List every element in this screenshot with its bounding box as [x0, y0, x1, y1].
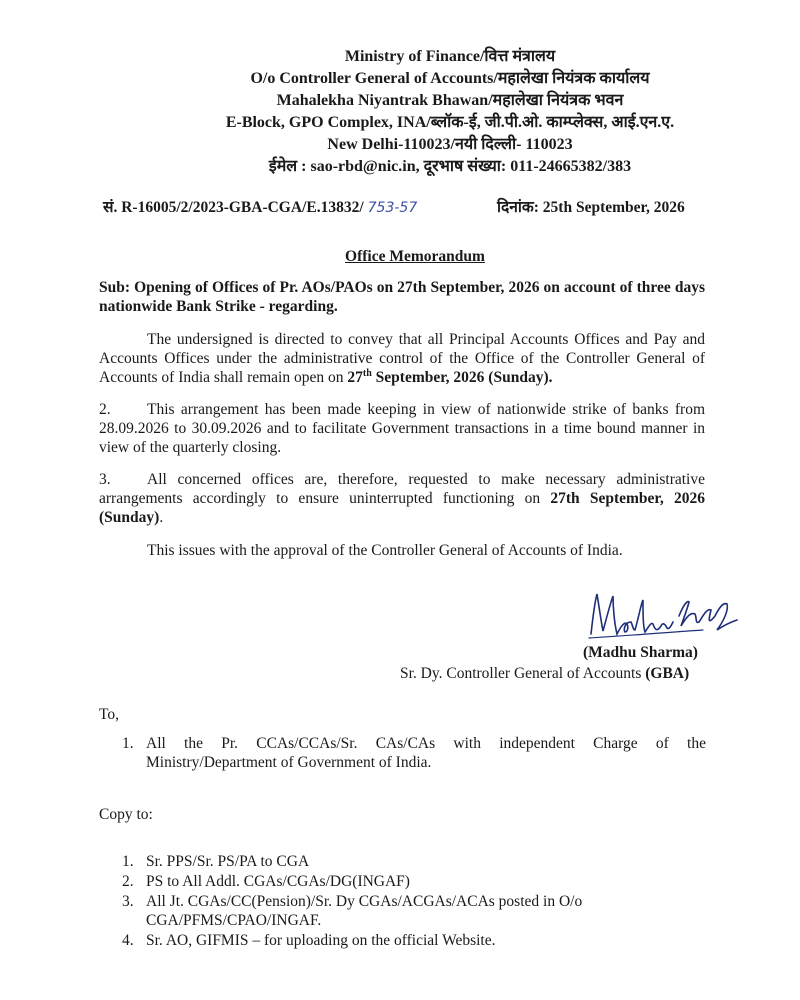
signatory-designation-text: Sr. Dy. Controller General of Accounts: [400, 665, 646, 682]
paragraph-2-number: 2.: [99, 401, 111, 418]
list-item-text: All the Pr. CCAs/CCAs/Sr. CAs/CAs with independent Charge of the Ministry/Department of Government of India.: [146, 735, 706, 771]
letterhead-contact: ईमेल : sao-rbd@nic.in, दूरभाष संख्या: 011-24665382/383: [268, 158, 632, 175]
list-item-text: PS to All Addl. CGAs/CGAs/DG(INGAF): [146, 873, 410, 890]
paragraph-3-date: 27th September, 2026 (Sunday): [99, 490, 706, 526]
signature-icon: [583, 586, 743, 646]
memo-date: दिनांक: 25th September, 2026: [497, 199, 685, 216]
list-item: [122, 872, 706, 891]
reference-number-text: सं. R-16005/2/2023-GBA-CGA/E.13832/: [103, 199, 364, 216]
signatory-name: (Madhu Sharma): [583, 644, 698, 661]
copy-to-list: [122, 852, 706, 951]
paragraph-3-number: 3.: [99, 471, 111, 488]
recipient-list: [122, 734, 706, 772]
paragraph-4: [99, 541, 705, 560]
to-label: To,: [99, 706, 120, 723]
list-item-number: 3.: [122, 893, 134, 910]
paragraph-1-day: 27: [347, 369, 363, 386]
list-item-text: Sr. PPS/Sr. PS/PA to CGA: [146, 853, 310, 870]
memo-title: Office Memorandum: [345, 248, 485, 265]
list-item: [122, 734, 706, 772]
signatory-designation: [400, 664, 689, 683]
copy-to-label: Copy to:: [99, 806, 153, 823]
paragraph-3: [99, 470, 705, 527]
list-item-number: 2.: [122, 873, 134, 890]
reference-number: [103, 198, 417, 218]
paragraph-1-text: The undersigned is directed to convey that all Principal Accounts Offices and Pay and Accounts Offices under the administrative control of the Office of the Controller General of Accounts of India shall remain open on: [99, 331, 705, 386]
list-item: [122, 852, 706, 871]
paragraph-1: [99, 330, 705, 387]
paragraph-2-text: This arrangement has been made keeping in view of nationwide strike of banks from 28.09.2026 to 30.09.2026 and to facilitate Government transactions in a time bound manner in view of the quarterly closing.: [99, 401, 705, 456]
paragraph-4-text: This issues with the approval of the Controller General of Accounts of India.: [147, 542, 623, 559]
list-item: [122, 931, 706, 950]
letterhead-city: New Delhi-110023/नयी दिल्ली- 110023: [327, 136, 573, 153]
list-item-number: 1.: [122, 853, 134, 870]
reference-handwritten-number: 753-57: [367, 200, 418, 216]
signatory-designation-unit: (GBA): [645, 665, 690, 682]
letterhead-ministry: Ministry of Finance/वित्त मंत्रालय: [344, 48, 556, 65]
paragraph-1-ordinal: th: [362, 367, 372, 379]
list-item-text: Sr. AO, GIFMIS – for uploading on the official Website.: [146, 932, 496, 949]
list-item-number: 4.: [122, 932, 134, 949]
list-item-number: 1.: [122, 735, 134, 752]
paragraph-1-date-rest: September, 2026 (Sunday).: [371, 369, 553, 386]
list-item-text: All Jt. CGAs/CC(Pension)/Sr. Dy CGAs/ACGAs/ACAs posted in O/o CGA/PFMS/CPAO/INGAF.: [146, 893, 583, 929]
paragraph-2: [99, 400, 705, 457]
memo-subject: Sub: Opening of Offices of Pr. AOs/PAOs on 27th September, 2026 on account of three days nationwide Bank Strike - regarding.: [99, 279, 705, 315]
letterhead-office: O/o Controller General of Accounts/महालेखा नियंत्रक कार्यालय: [250, 70, 650, 87]
letterhead-building: Mahalekha Niyantrak Bhawan/महालेखा नियंत्रक भवन: [276, 92, 624, 109]
letterhead-address: E-Block, GPO Complex, INA/ब्लॉक-ई, जी.पी.ओ. काम्प्लेक्स, आई.एन.ए.: [225, 114, 675, 131]
letterhead: [0, 46, 800, 178]
paragraph-3-end: .: [159, 509, 164, 526]
list-item: [122, 892, 706, 930]
paragraph-3-text: All concerned offices are, therefore, requested to make necessary administrative arrangements accordingly to ensure uninterrupted functioning on: [99, 471, 705, 507]
